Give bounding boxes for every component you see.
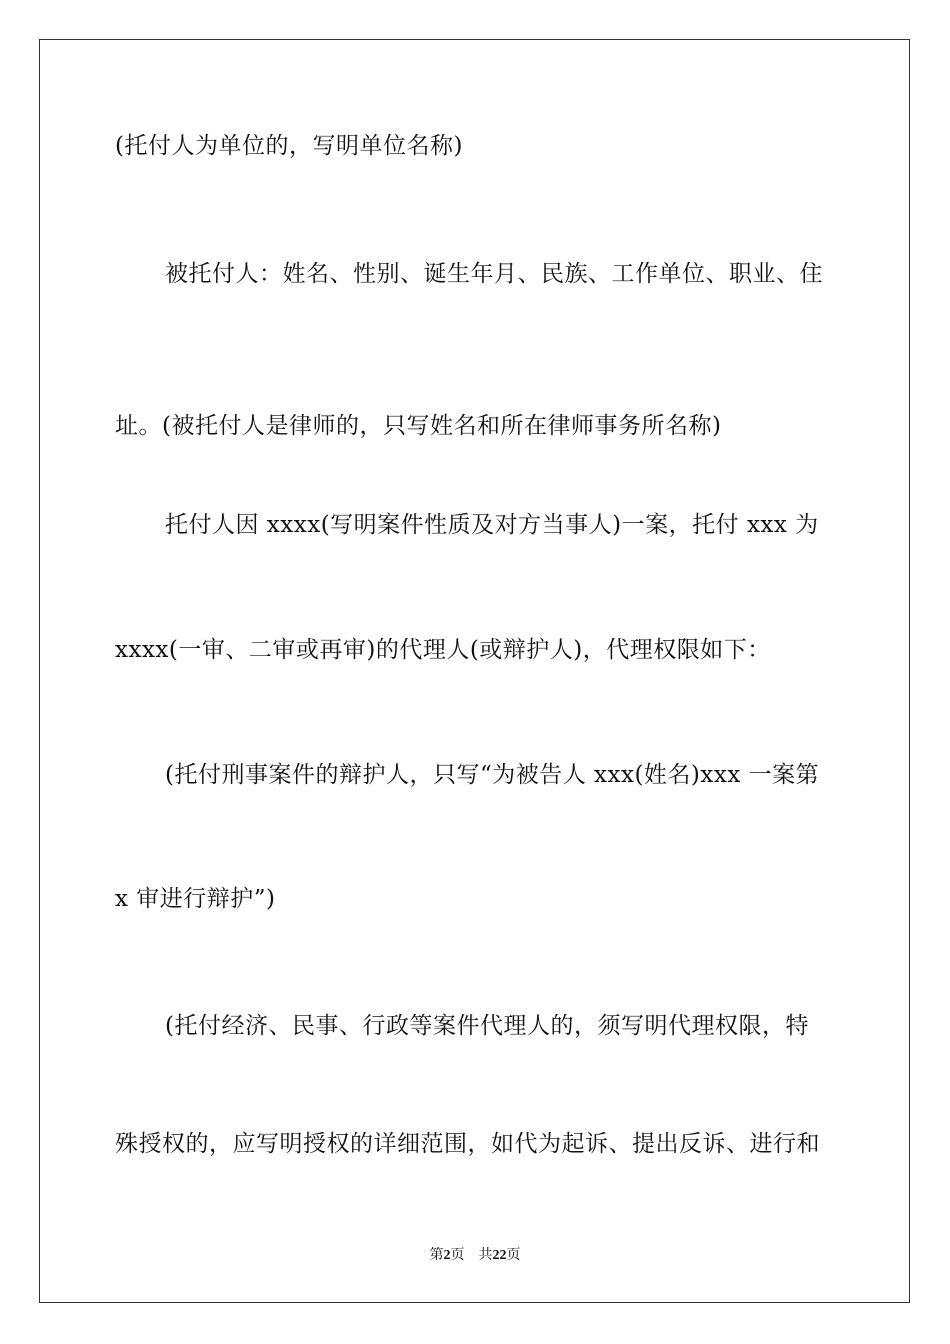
- page-number: 2: [443, 1248, 451, 1263]
- paragraph-line-4: 托付人因 xxxx(写明案件性质及对方当事人)一案，托付 xxx 为: [165, 512, 819, 538]
- total-prefix: 共: [478, 1248, 493, 1263]
- page-suffix: 页: [450, 1248, 465, 1263]
- page-border: [39, 39, 910, 1303]
- paragraph-line-7: x 审进行辩护”): [115, 886, 276, 912]
- paragraph-line-6: (托付刑事案件的辩护人，只写“为被告人 xxx(姓名)xxx 一案第: [165, 762, 820, 788]
- page-footer: [0, 1244, 950, 1264]
- total-suffix: 页: [506, 1248, 521, 1263]
- paragraph-line-8: (托付经济、民事、行政等案件代理人的，须写明代理权限，特: [165, 1013, 809, 1039]
- paragraph-line-5: xxxx(一审、二审或再审)的代理人(或辩护人)，代理权限如下：: [115, 637, 771, 663]
- paragraph-line-1: (托付人为单位的，写明单位名称): [115, 133, 463, 159]
- paragraph-line-9: 殊授权的，应写明授权的详细范围，如代为起诉、提出反诉、进行和: [115, 1131, 820, 1157]
- page-prefix: 第: [429, 1248, 444, 1263]
- total-pages: 22: [492, 1248, 507, 1263]
- paragraph-line-2: 被托付人：姓名、性别、诞生年月、民族、工作单位、职业、住: [165, 261, 823, 287]
- paragraph-line-3: 址。(被托付人是律师的，只写姓名和所在律师事务所名称): [115, 413, 722, 439]
